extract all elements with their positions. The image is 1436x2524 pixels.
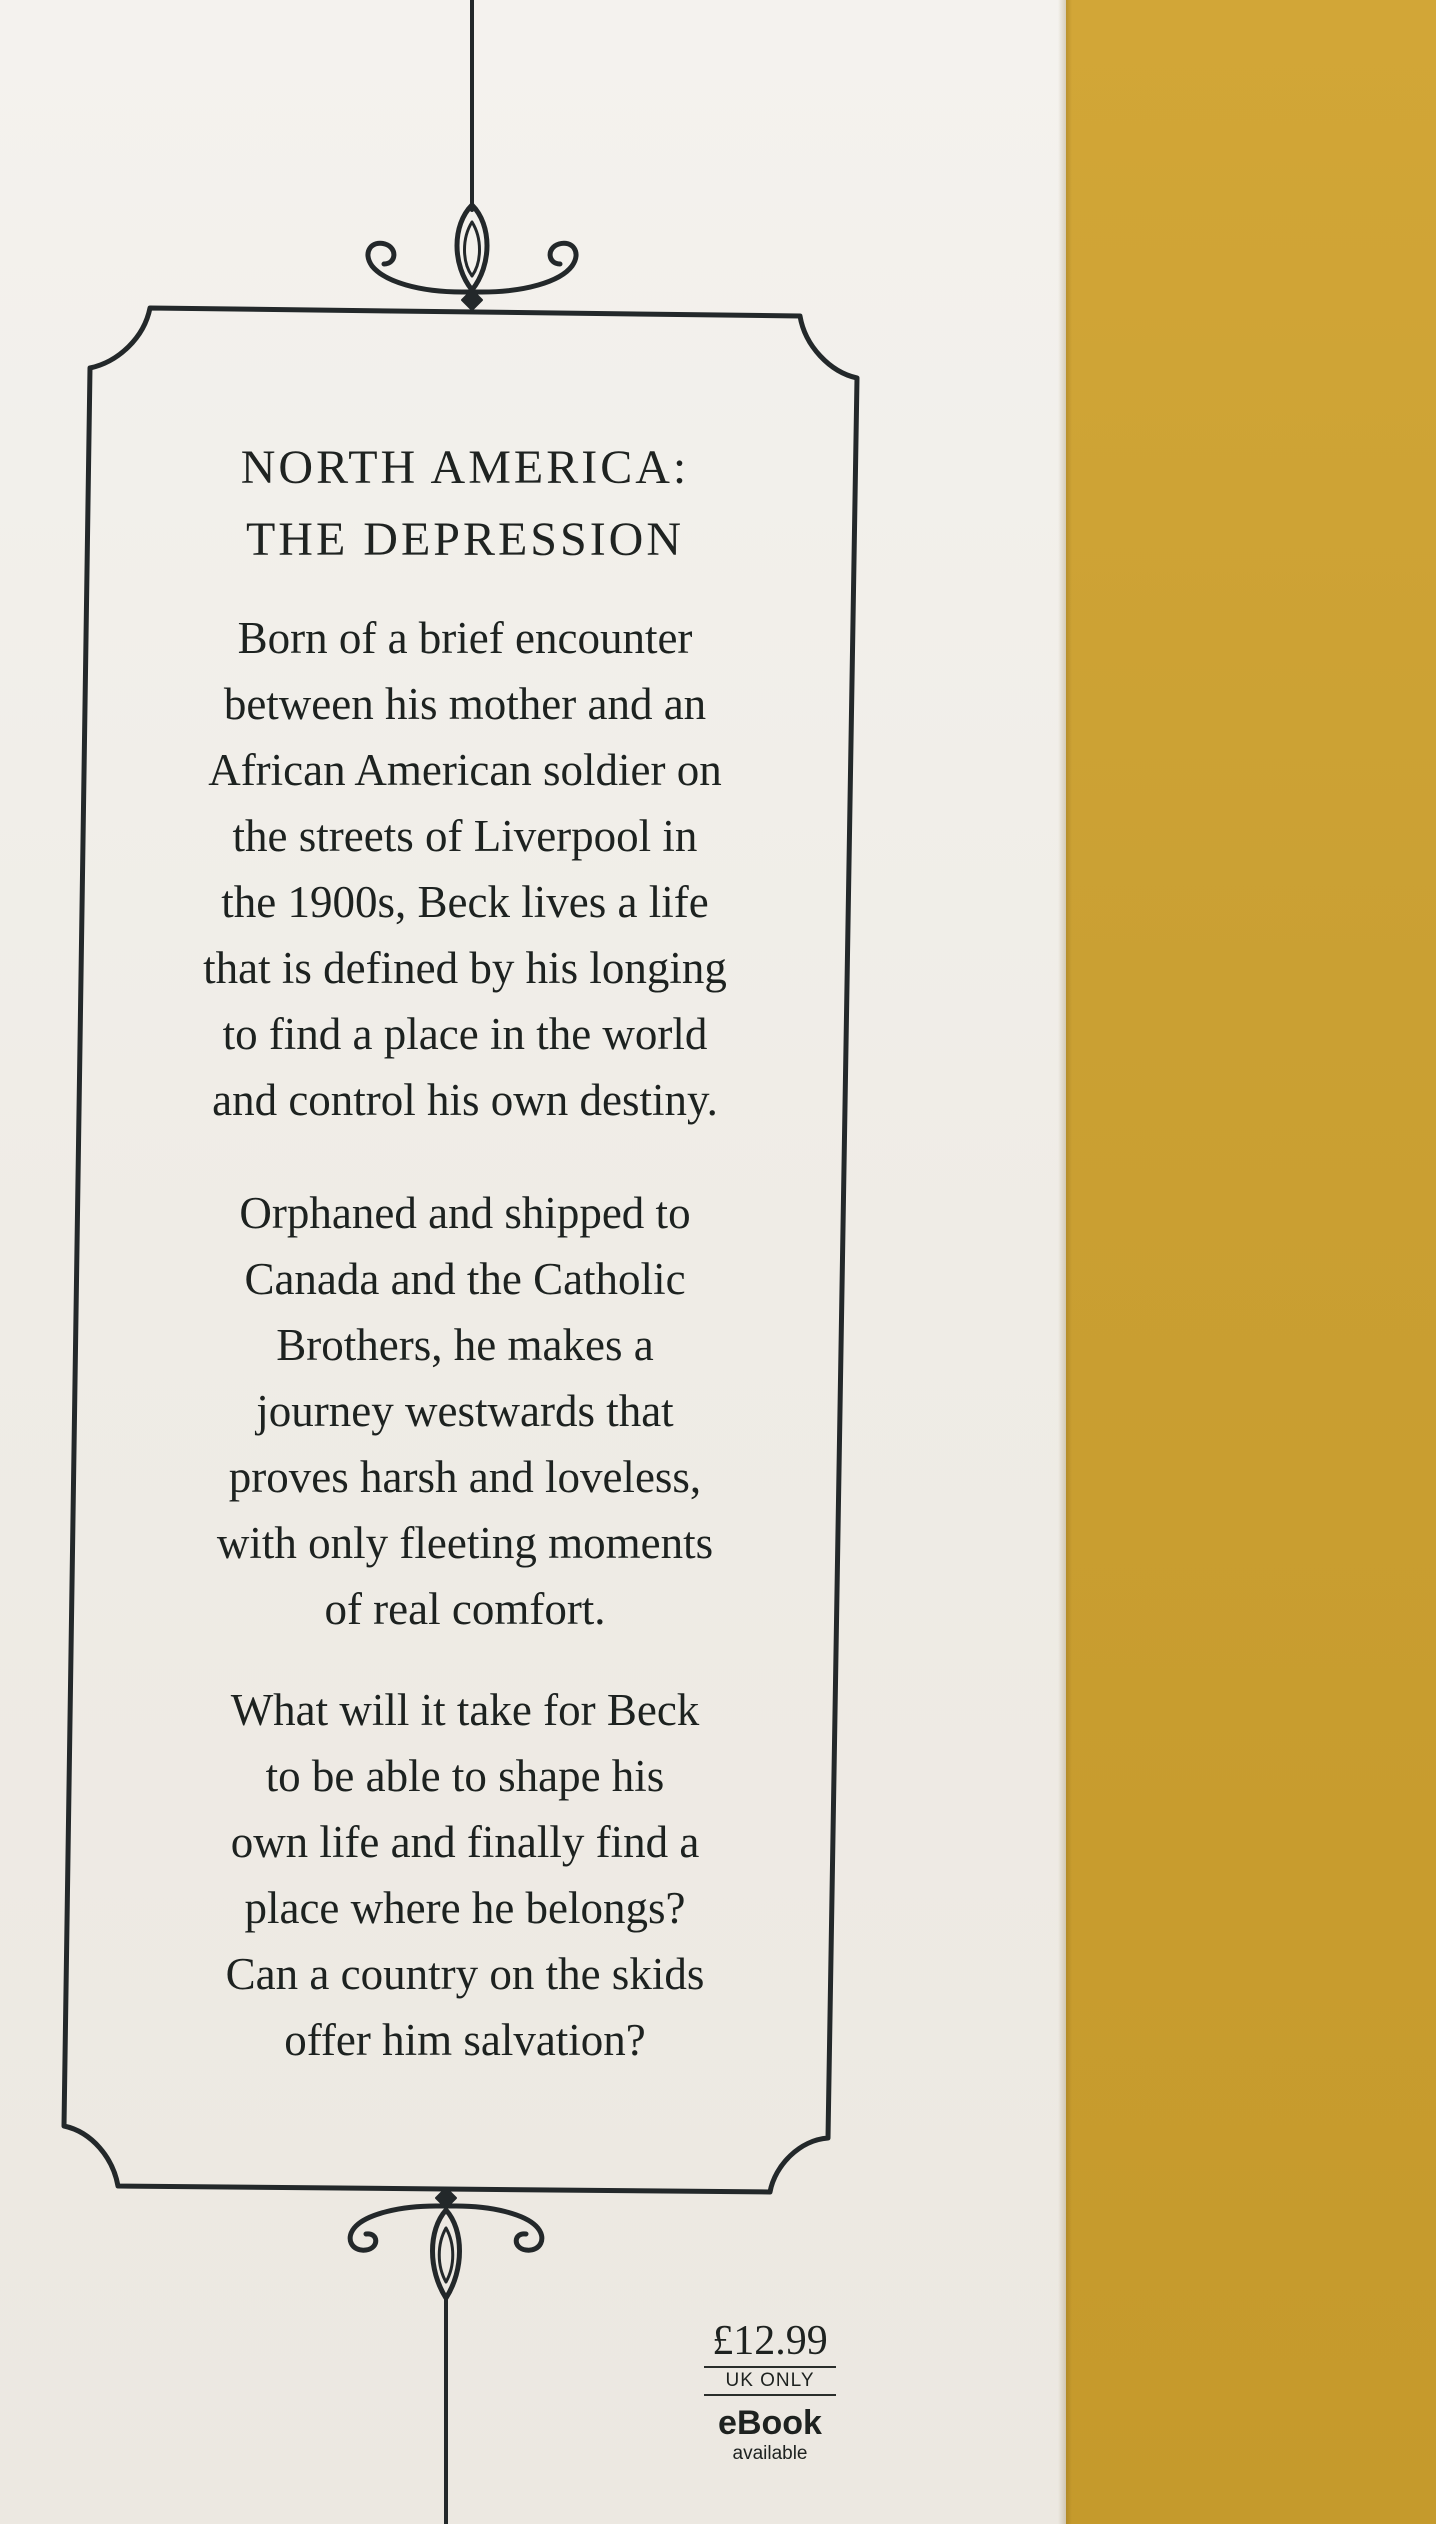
blurb-paragraph-1 xyxy=(150,605,780,1133)
text-line: and control his own destiny. xyxy=(212,1075,718,1125)
text-line: journey westwards that xyxy=(256,1386,674,1436)
book-spine xyxy=(1066,0,1436,2524)
text-line: offer him salvation? xyxy=(284,2015,646,2065)
text-line: with only fleeting moments xyxy=(216,1518,714,1568)
text-line: Can a country on the skids xyxy=(225,1949,705,1999)
ebook-format: eBook xyxy=(718,2404,822,2442)
text-line: Born of a brief encounter xyxy=(237,613,693,663)
text-line: What will it take for Beck xyxy=(230,1685,700,1735)
text-line: the streets of Liverpool in xyxy=(232,811,698,861)
price-region: UK ONLY xyxy=(704,2366,836,2396)
text-line: African American soldier on xyxy=(208,745,722,795)
text-line: proves harsh and loveless, xyxy=(228,1452,702,1502)
text-line: Canada and the Catholic xyxy=(244,1254,686,1304)
text-line: of real comfort. xyxy=(324,1584,606,1634)
text-line: place where he belongs? xyxy=(244,1883,686,1933)
price-value: £12.99 xyxy=(712,2318,828,2364)
section-heading xyxy=(150,432,780,576)
bottom-scroll-ornament-icon xyxy=(350,2188,542,2298)
text-line: Orphaned and shipped to xyxy=(239,1188,691,1238)
ebook-availability: available xyxy=(732,2443,808,2464)
text-line: the 1900s, Beck lives a life xyxy=(221,877,709,927)
price-label xyxy=(700,2318,840,2466)
text-line: own life and finally find a xyxy=(230,1817,700,1867)
text-line: to be able to shape his xyxy=(265,1751,665,1801)
blurb-paragraph-2 xyxy=(150,1180,780,1642)
text-line: between his mother and an xyxy=(223,679,707,729)
blurb-paragraph-3 xyxy=(150,1677,780,2073)
heading-line: THE DEPRESSION xyxy=(245,513,685,566)
top-scroll-ornament-icon xyxy=(368,205,576,310)
text-line: to find a place in the world xyxy=(222,1009,708,1059)
text-line: Brothers, he makes a xyxy=(276,1320,654,1370)
text-line: that is defined by his longing xyxy=(203,943,727,993)
heading-line: NORTH AMERICA: xyxy=(240,441,690,494)
